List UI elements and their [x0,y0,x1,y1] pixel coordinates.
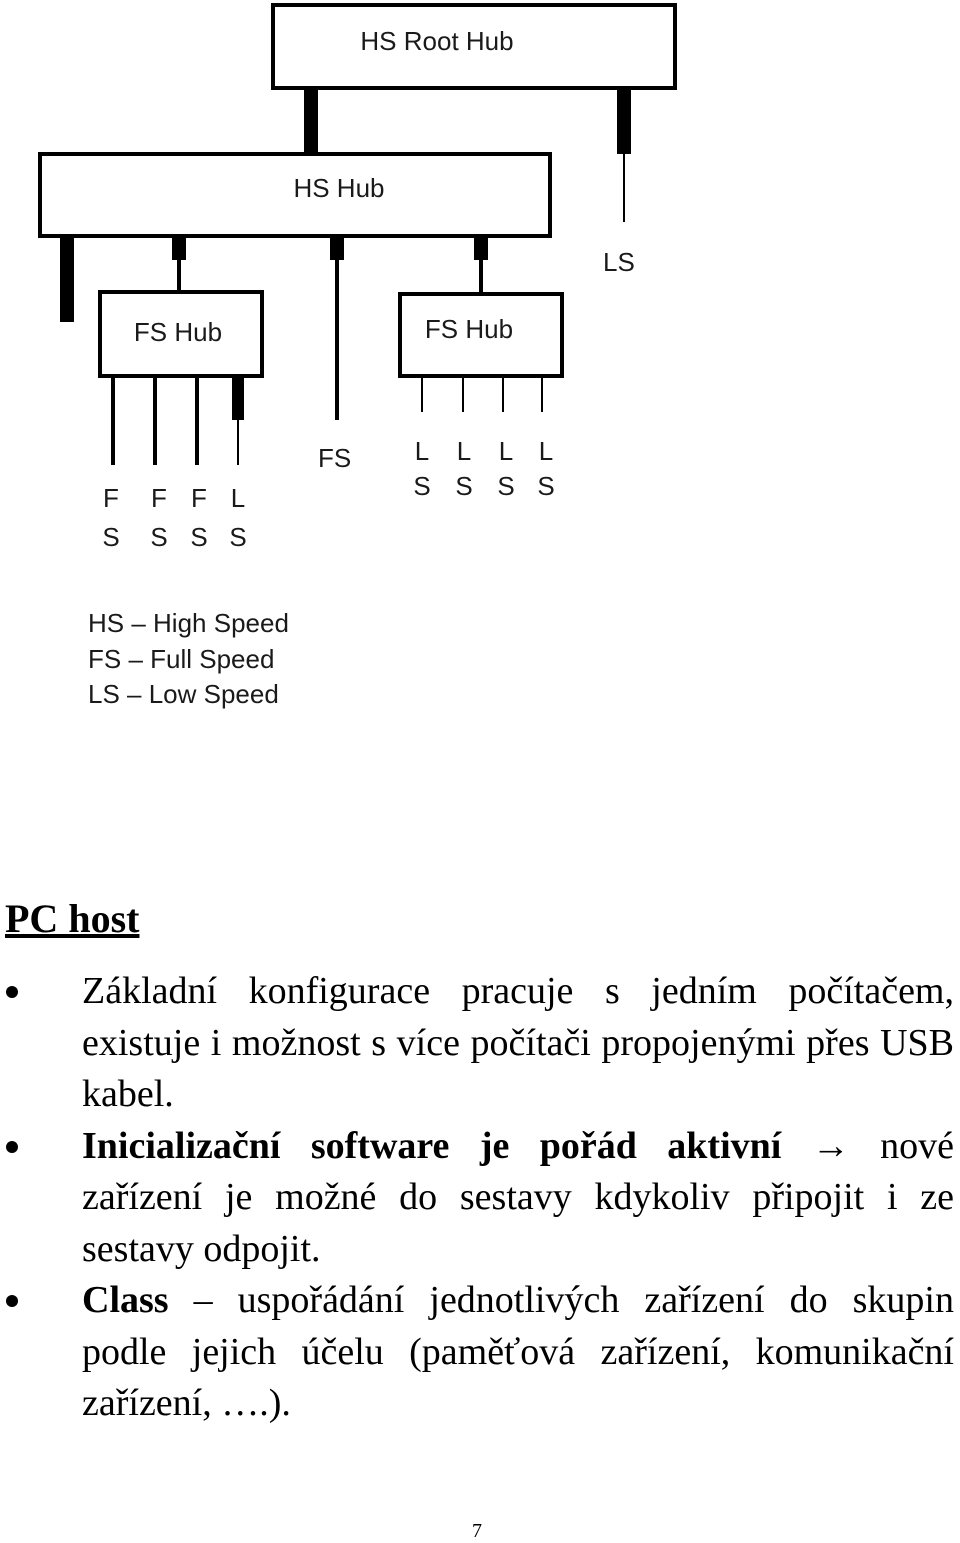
legend-item-ls: LS – Low Speed [88,679,279,709]
root-port-left [304,88,318,154]
bullet-dot-icon [6,1295,18,1307]
fs-hub-left-label: FS Hub [133,317,223,347]
left-port-1-line1: F [103,483,119,513]
right-port-4-line1: L [538,436,554,466]
hs-hub-port-3 [330,236,344,260]
left-port-labels [102,483,246,552]
right-port-4-line2: S [537,471,555,501]
right-port-1-line1: L [414,436,430,466]
right-port-2-line2: S [455,471,473,501]
right-port-3-line2: S [497,471,515,501]
right-port-2-line1: L [456,436,472,466]
left-port-3-line2: S [190,522,208,552]
right-port-1-line2: S [413,471,431,501]
bullet-list [0,966,960,1430]
section-title: PC host [5,896,140,941]
left-port-4-line2: S [229,522,247,552]
left-port-2-line2: S [150,522,168,552]
left-port-1-line2: S [102,522,120,552]
hs-hub-port-1 [60,236,74,322]
right-port-3-line1: L [498,436,514,466]
bullet-text: – uspořádání jednotlivých zařízení do skupin podle jejich účelu (paměťová zařízení, komunikační zařízení, ….). [82,1279,954,1424]
speed-legend [88,606,289,713]
hs-hub-label: HS Hub [293,173,385,203]
bullet-bold-text: Class [82,1279,169,1321]
hs-hub-port-4 [474,236,488,260]
bullet-text: → nové zařízení je možné do sestavy kdykoliv připojit i ze sestavy odpojit. [82,1124,954,1270]
hs-hub-fs-port-label: FS [318,443,352,473]
hs-hub-port-2 [172,236,186,260]
bullet-bold-text: Inicializační software je pořád aktivní [82,1124,782,1167]
right-port-labels [413,436,554,501]
bullet-item [0,966,960,1121]
ls-root-port-label: LS [603,247,635,277]
root-port-right [617,88,631,154]
legend-item-fs: FS – Full Speed [88,643,275,674]
fs-hub-right-label: FS Hub [424,314,514,344]
bullet-dot-icon [6,1141,18,1153]
left-port-3-line1: F [191,483,207,513]
fs-left-port-4 [232,376,244,420]
page-number: 7 [472,1520,482,1542]
left-port-2-line1: F [151,483,167,513]
bullet-dot-icon [6,986,18,998]
legend-item-hs: HS – High Speed [88,608,289,638]
root-hub-label: HS Root Hub [360,26,514,56]
bullet-item [0,1275,960,1430]
bullet-text: Základní konfigurace pracuje s jedním počítačem, existuje i možnost s více počítači propojenými přes USB kabel. [82,970,954,1115]
bullet-item [0,1121,960,1276]
left-port-4-line1: L [230,483,246,513]
